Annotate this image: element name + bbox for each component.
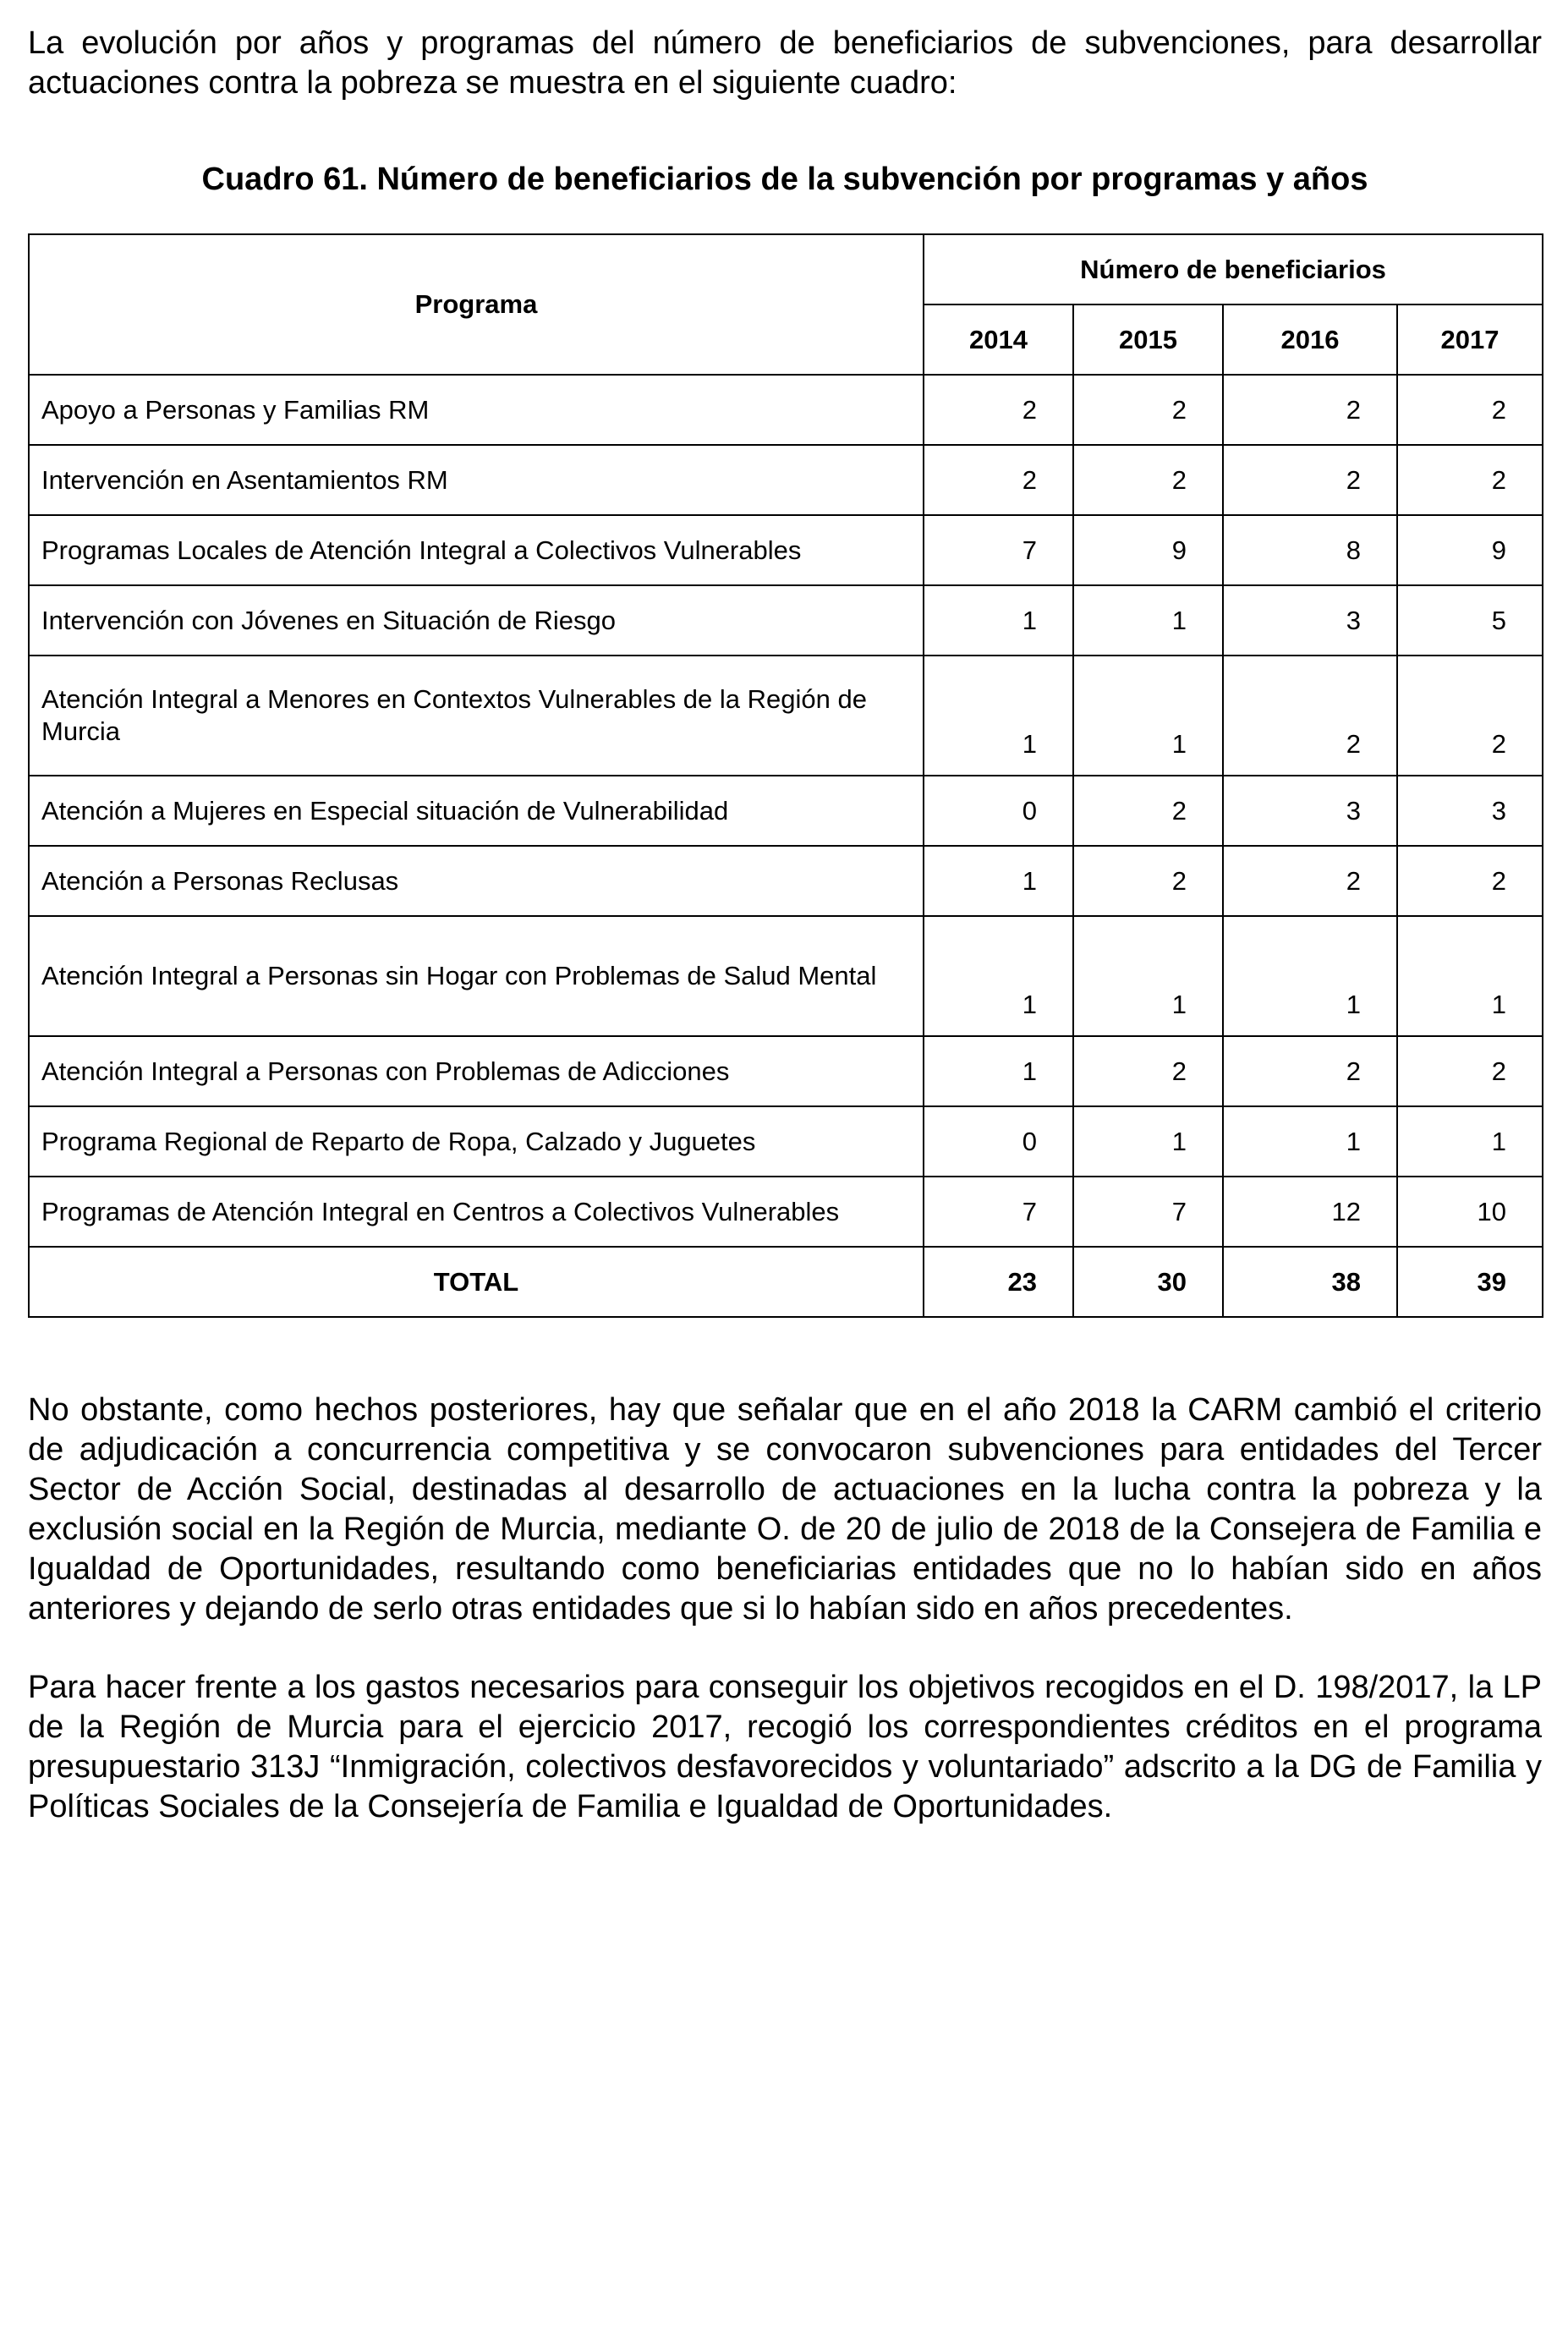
- total-value: 23: [924, 1247, 1073, 1317]
- value-cell: 2: [1397, 445, 1543, 515]
- value-cell: 1: [924, 916, 1073, 1036]
- table-row: [29, 916, 1543, 1036]
- table-row: [29, 656, 1543, 776]
- header-year: 2017: [1397, 304, 1543, 375]
- header-year: 2016: [1223, 304, 1397, 375]
- value-cell: 1: [1073, 916, 1223, 1036]
- beneficiaries-table: [28, 233, 1543, 1318]
- value-cell: 1: [1073, 656, 1223, 776]
- header-beneficiaries: Número de beneficiarios: [924, 234, 1543, 304]
- program-name: Programa Regional de Reparto de Ropa, Calzado y Juguetes: [29, 1106, 924, 1177]
- value-cell: 2: [1073, 1036, 1223, 1106]
- value-cell: 8: [1223, 515, 1397, 585]
- spacer: [28, 1318, 1542, 1391]
- value-cell: 2: [1223, 375, 1397, 445]
- program-name: Atención Integral a Menores en Contextos Vulnerables de la Región de Murcia: [29, 656, 924, 776]
- intro-paragraph: La evolución por años y programas del número de beneficiarios de subvenciones, para desarrollar actuaciones contra la pobreza se muestra en el siguiente cuadro:: [28, 25, 1542, 101]
- paragraph-later-events: No obstante, como hechos posteriores, hay que señalar que en el año 2018 la CARM cambió el criterio de adjudicación a concurrencia competitiva y se convocaron subvenciones para entidades del Tercer Sector de Acción Social, destinadas al desarrollo de actuaciones en la lucha contra la pobreza y la exclusión social en la Región de Murcia, mediante O. de 20 de julio de 2018 de la Consejera de Familia e Igualdad de Oportunidades, resultando como beneficiarias entidades que no lo habían sido en años anteriores y dejando de serlo otras entidades que si lo habían sido en años precedentes.: [28, 1392, 1542, 1627]
- value-cell: 7: [924, 1177, 1073, 1247]
- program-name: Programas Locales de Atención Integral a Colectivos Vulnerables: [29, 515, 924, 585]
- value-cell: 2: [1397, 656, 1543, 776]
- value-cell: 1: [1223, 1106, 1397, 1177]
- table-row: [29, 1177, 1543, 1247]
- value-cell: 2: [1223, 445, 1397, 515]
- value-cell: 9: [1397, 515, 1543, 585]
- value-cell: 3: [1223, 585, 1397, 656]
- paragraph-budget: Para hacer frente a los gastos necesarios para conseguir los objetivos recogidos en el D. 198/2017, la LP de la Región de Murcia para el ejercicio 2017, recogió los correspondientes créditos en el programa presupuestario 313J “Inmigración, colectivos desfavorecidos y voluntariado” adscrito a la DG de Familia y Políticas Sociales de la Consejería de Familia e Igualdad de Oportunidades.: [28, 1670, 1542, 1824]
- value-cell: 2: [1397, 1036, 1543, 1106]
- total-value: 38: [1223, 1247, 1397, 1317]
- program-name: Atención Integral a Personas con Problemas de Adicciones: [29, 1036, 924, 1106]
- value-cell: 1: [924, 585, 1073, 656]
- value-cell: 1: [1073, 1106, 1223, 1177]
- header-year: 2015: [1073, 304, 1223, 375]
- value-cell: 2: [924, 445, 1073, 515]
- program-name: Intervención con Jóvenes en Situación de Riesgo: [29, 585, 924, 656]
- spacer: [28, 1629, 1542, 1668]
- value-cell: 1: [924, 656, 1073, 776]
- program-name: Apoyo a Personas y Familias RM: [29, 375, 924, 445]
- value-cell: 0: [924, 776, 1073, 846]
- program-name: Intervención en Asentamientos RM: [29, 445, 924, 515]
- value-cell: 1: [1223, 916, 1397, 1036]
- value-cell: 1: [1073, 585, 1223, 656]
- total-value: 39: [1397, 1247, 1543, 1317]
- table-row: [29, 846, 1543, 916]
- value-cell: 2: [1073, 846, 1223, 916]
- value-cell: 2: [1073, 445, 1223, 515]
- table-caption: Cuadro 61. Número de beneficiarios de la subvención por programas y años: [201, 162, 1368, 197]
- value-cell: 2: [1073, 375, 1223, 445]
- value-cell: 2: [1073, 776, 1223, 846]
- table-row: [29, 1036, 1543, 1106]
- total-row: [29, 1247, 1543, 1317]
- value-cell: 2: [1223, 656, 1397, 776]
- program-name: Atención Integral a Personas sin Hogar con Problemas de Salud Mental: [29, 916, 924, 1036]
- program-name: Atención a Mujeres en Especial situación de Vulnerabilidad: [29, 776, 924, 846]
- value-cell: 12: [1223, 1177, 1397, 1247]
- value-cell: 7: [1073, 1177, 1223, 1247]
- value-cell: 9: [1073, 515, 1223, 585]
- value-cell: 7: [924, 515, 1073, 585]
- value-cell: 3: [1223, 776, 1397, 846]
- value-cell: 1: [924, 846, 1073, 916]
- total-label: TOTAL: [29, 1247, 924, 1317]
- program-name: Atención a Personas Reclusas: [29, 846, 924, 916]
- table-row: [29, 1106, 1543, 1177]
- document-page: [28, 24, 1542, 1827]
- header-year: 2014: [924, 304, 1073, 375]
- value-cell: 5: [1397, 585, 1543, 656]
- value-cell: 3: [1397, 776, 1543, 846]
- value-cell: 1: [924, 1036, 1073, 1106]
- table-row: [29, 445, 1543, 515]
- table-row: [29, 776, 1543, 846]
- table-row: [29, 375, 1543, 445]
- total-value: 30: [1073, 1247, 1223, 1317]
- value-cell: 0: [924, 1106, 1073, 1177]
- value-cell: 10: [1397, 1177, 1543, 1247]
- value-cell: 2: [1223, 846, 1397, 916]
- value-cell: 2: [924, 375, 1073, 445]
- header-program: Programa: [29, 234, 924, 375]
- value-cell: 2: [1397, 846, 1543, 916]
- value-cell: 1: [1397, 916, 1543, 1036]
- value-cell: 1: [1397, 1106, 1543, 1177]
- table-row: [29, 585, 1543, 656]
- value-cell: 2: [1397, 375, 1543, 445]
- program-name: Programas de Atención Integral en Centros a Colectivos Vulnerables: [29, 1177, 924, 1247]
- value-cell: 2: [1223, 1036, 1397, 1106]
- table-row: [29, 515, 1543, 585]
